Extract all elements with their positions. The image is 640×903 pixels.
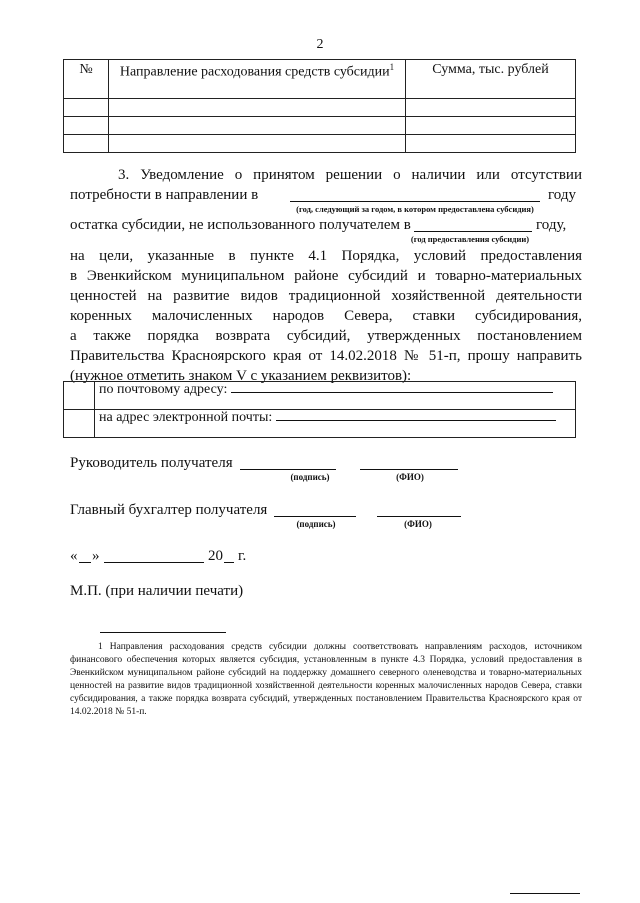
table-header-row <box>64 60 576 99</box>
stamp-label: М.П. (при наличии печати) <box>70 583 244 599</box>
table-row <box>64 117 576 135</box>
delivery-row-email <box>64 410 576 438</box>
postal-cell <box>95 382 576 410</box>
table-cell[interactable] <box>109 135 406 153</box>
footnote-text: 1 Направления расходования средств субсидии должны соответствовать направлениям расходов, источником финансового обеспечения которых является субсидия, установленным в пункте 4.3 Порядка, условий предоставления в Эвенкийском муниципальном районе субсидий на поддержку домашнего северного оленеводства и товарно-материальных ценностей на развитие видов традиционной хозяйственной деятельности коренных малочисленных народов Севера, ставки субсидирования, а также порядка возврата субсидий, утвержденных постановлением Правительства Красноярского края от 14.02.2018 № 51-п. <box>70 642 582 717</box>
date-close-quote: » <box>92 548 100 564</box>
para-line-7: коренных малочисленных народов Севера, ставки субсидирования, <box>70 308 582 324</box>
para-line-8: а также порядка возврата субсидий, утвержденных постановлением <box>70 328 582 344</box>
email-checkbox[interactable] <box>64 410 95 438</box>
head-fio-caption: (ФИО) <box>396 472 424 482</box>
head-signature-label: Руководитель получателя <box>70 455 233 471</box>
expenditure-table <box>63 59 576 153</box>
para-line-3a: остатка субсидии, не использованного получателем в <box>70 217 411 233</box>
table-cell[interactable] <box>64 135 109 153</box>
delivery-row-postal <box>64 382 576 410</box>
table-cell[interactable] <box>406 117 576 135</box>
footnote-separator <box>100 632 226 633</box>
para-line-10: (нужное отметить знаком V с указанием реквизитов): <box>70 368 412 384</box>
year-next-blank[interactable] <box>290 201 540 202</box>
accountant-fio-line[interactable] <box>377 516 461 517</box>
accountant-fio-caption: (ФИО) <box>404 519 432 529</box>
accountant-signature-label: Главный бухгалтер получателя <box>70 502 268 518</box>
date-suffix: г. <box>238 548 247 564</box>
date-day-blank[interactable] <box>79 562 91 563</box>
email-input[interactable] <box>276 410 556 421</box>
date-month-blank[interactable] <box>104 562 204 563</box>
postal-checkbox[interactable] <box>64 382 95 410</box>
email-cell <box>95 410 576 438</box>
para-line-5: в Эвенкийском муниципальном районе субсидий и товарно-материальных <box>70 268 582 284</box>
head-signature-line[interactable] <box>240 469 336 470</box>
date-open-quote: « <box>70 548 78 564</box>
para-line-4: на цели, указанные в пункте 4.1 Порядка, условий предоставления <box>70 248 582 264</box>
table-cell[interactable] <box>64 99 109 117</box>
header-num: № <box>64 60 109 99</box>
accountant-podpis-caption: (подпись) <box>296 519 336 529</box>
head-podpis-caption: (подпись) <box>290 472 330 482</box>
para-line-9: Правительства Красноярского края от 14.02.2018 № 51-п, прошу направить <box>70 348 582 364</box>
postal-address-input[interactable] <box>231 382 553 393</box>
caption-next-year: (год, следующий за годом, в котором предоставлена субсидия) <box>296 204 534 214</box>
para-line-3b: году, <box>536 217 567 233</box>
caption-granted-year: (год предоставления субсидии) <box>410 234 530 244</box>
header-sum: Сумма, тыс. рублей <box>406 60 576 99</box>
header-direction: Направление расходования средств субсидии$^1$ <box>109 60 406 99</box>
table-cell[interactable] <box>109 117 406 135</box>
head-fio-line[interactable] <box>360 469 458 470</box>
footnote-ref: 1 <box>389 62 395 72</box>
table-row <box>64 135 576 153</box>
bottom-rule <box>510 893 580 894</box>
table-row <box>64 99 576 117</box>
table-cell[interactable] <box>64 117 109 135</box>
table-cell[interactable] <box>406 99 576 117</box>
table-cell[interactable] <box>406 135 576 153</box>
para-line-1: 3. Уведомление о принятом решении о наличии или отсутствии <box>118 167 582 183</box>
para-line-2a: потребности в направлении в <box>70 187 259 203</box>
date-year-blank[interactable] <box>224 562 234 563</box>
para-line-6: ценностей на развитие видов традиционной хозяйственной деятельности <box>70 288 582 304</box>
table-cell[interactable] <box>109 99 406 117</box>
para-line-2b: году <box>548 187 576 203</box>
year-granted-blank[interactable] <box>414 231 532 232</box>
postal-label: по почтовому адресу: <box>99 382 228 397</box>
email-label: на адрес электронной почты: <box>99 410 273 425</box>
accountant-signature-line[interactable] <box>274 516 356 517</box>
page-number: 2 <box>316 37 324 52</box>
delivery-table <box>63 381 576 438</box>
date-year-prefix: 20 <box>208 548 223 564</box>
